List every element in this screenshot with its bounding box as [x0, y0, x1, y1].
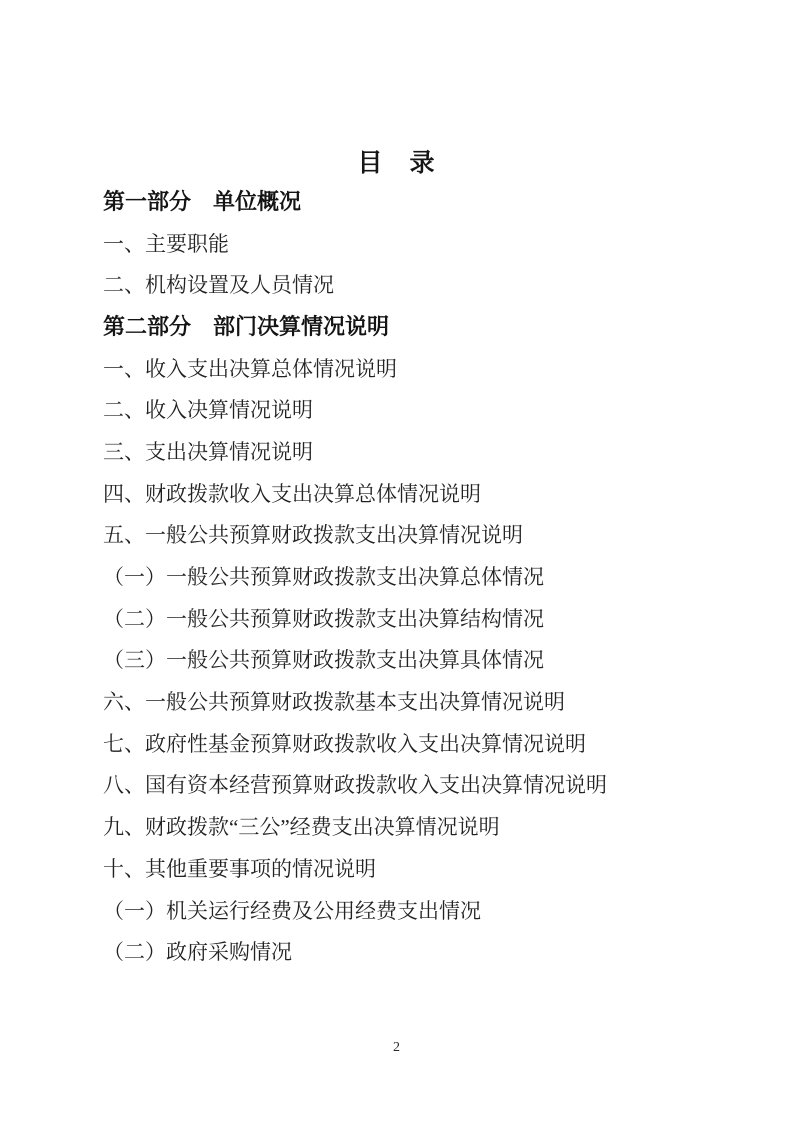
toc-entry: 七、政府性基金预算财政拨款收入支出决算情况说明 [103, 731, 586, 756]
page-title: 目 录 [357, 150, 436, 177]
toc-entry: （一）机关运行经费及公用经费支出情况 [103, 898, 481, 923]
toc-entry: 一、主要职能 [103, 231, 229, 256]
toc-entry: （二）政府采购情况 [103, 940, 292, 965]
toc-entry: 十、其他重要事项的情况说明 [103, 856, 376, 881]
toc-entry: 二、收入决算情况说明 [103, 398, 313, 423]
page-number: 2 [393, 1040, 400, 1055]
toc-list [103, 180, 763, 972]
toc-part-heading: 第一部分 单位概况 [103, 189, 302, 215]
toc-entry: （二）一般公共预算财政拨款支出决算结构情况 [103, 606, 544, 631]
toc-entry: 五、一般公共预算财政拨款支出决算情况说明 [103, 523, 523, 548]
toc-entry: 一、收入支出决算总体情况说明 [103, 356, 397, 381]
toc-entry: （一）一般公共预算财政拨款支出决算总体情况 [103, 565, 544, 590]
toc-entry: 八、国有资本经营预算财政拨款收入支出决算情况说明 [103, 773, 607, 798]
toc-entry: 九、财政拨款“三公”经费支出决算情况说明 [103, 815, 500, 840]
toc-entry: 六、一般公共预算财政拨款基本支出决算情况说明 [103, 690, 565, 715]
toc-part-heading: 第二部分 部门决算情况说明 [103, 314, 390, 340]
toc-entry: 二、机构设置及人员情况 [103, 273, 334, 298]
toc-entry: 三、支出决算情况说明 [103, 439, 313, 464]
toc-entry: 四、财政拨款收入支出决算总体情况说明 [103, 481, 481, 506]
toc-entry: （三）一般公共预算财政拨款支出决算具体情况 [103, 648, 544, 673]
